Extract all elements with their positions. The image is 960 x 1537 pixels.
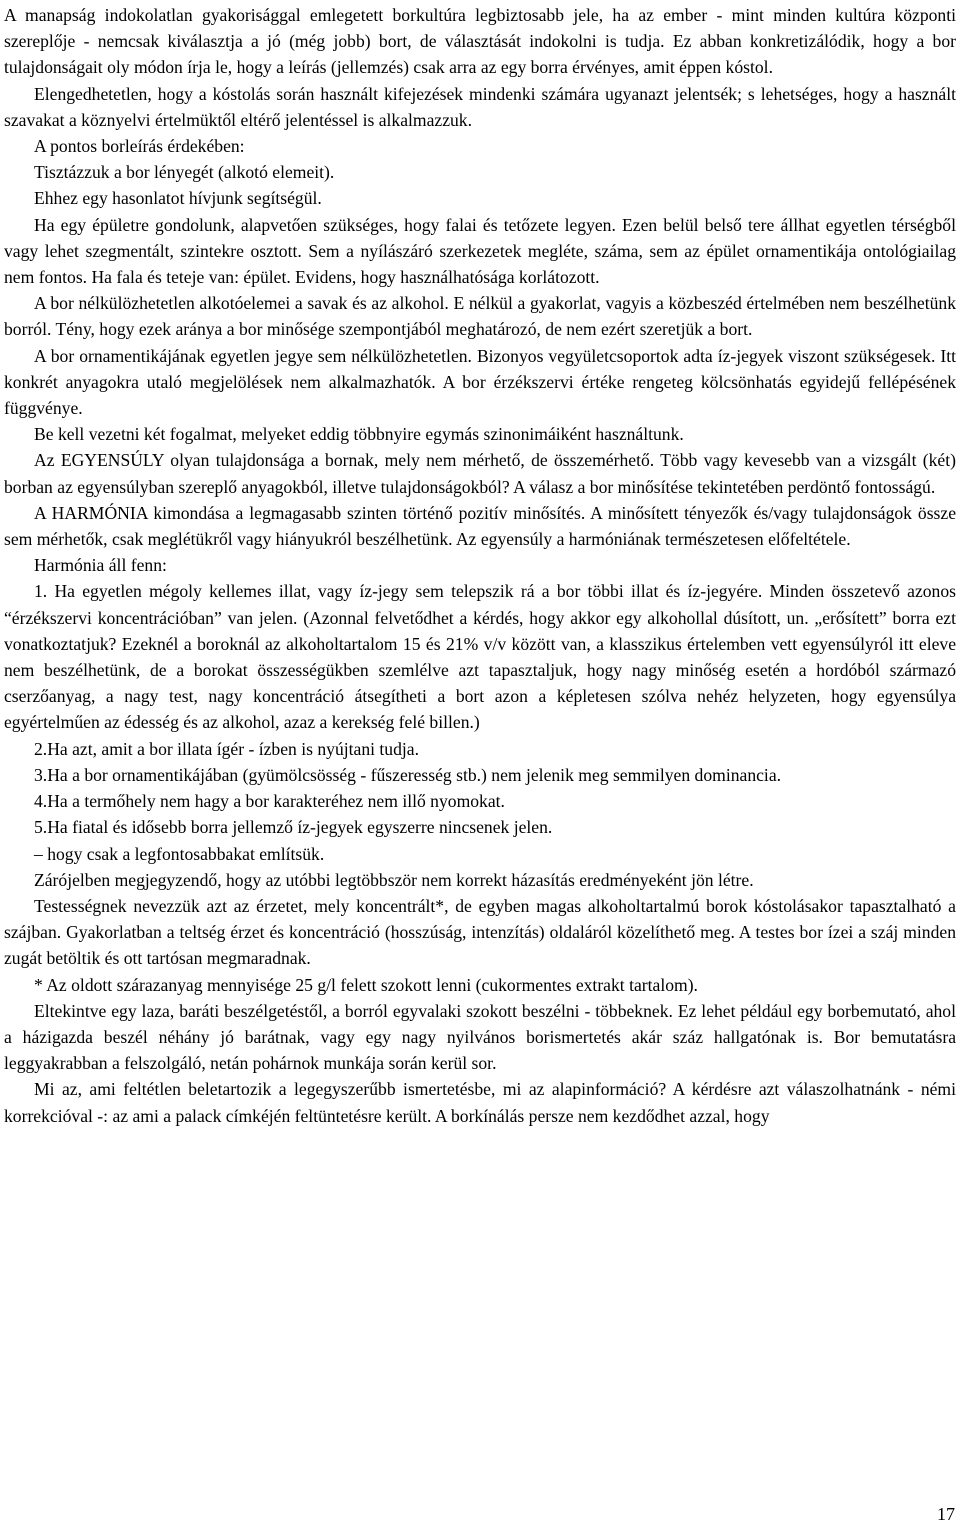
paragraph-list-note: – hogy csak a legfontosabbakat említsük. <box>34 843 325 864</box>
paragraph-acids-alcohol: A bor nélkülözhetetlen alkotóelemei a savak és az alkohol. E nélkül a gyakorlat, vagyis a közbeszéd értelmében nem beszélhetünk borról. Tény, hogy ezek aránya a bor minősége szempontjából meghatározó, de nem ezért szeretjük a bort. <box>4 293 956 340</box>
page-number: 17 <box>937 1504 955 1524</box>
paragraph-presentation: Eltekintve egy laza, baráti beszélgetéstől, a borról egyvalaki szokott beszélni - többeknek. Ez lehet például egy borbemutató, ahol a házigazda beszél néhány jó barátnak, vagy egy nagy nyilvános borismertetés akár száz hallgatónak is. Bor bemutatásra leggyakrabban a felszolgáló, netán pohárnok munkája során kerül sor. <box>4 1000 956 1074</box>
footnote-extract: * Az oldott szárazanyag mennyisége 25 g/l felett szokott lenni (cukormentes extrakt tartalom). <box>34 974 698 995</box>
list-item-2: 2.Ha azt, amit a bor illata ígér - ízben is nyújtani tudja. <box>34 738 419 759</box>
paragraph-terms: Elengedhetetlen, hogy a kóstolás során használt kifejezések mindenki számára ugyanazt jelentsék; s lehetséges, hogy a használt szavakat a köznyelvi értelmüktől eltérő jelentéssel is alkalmazzuk. <box>4 83 956 130</box>
paragraph-remark: Zárójelben megjegyzendő, hogy az utóbbi legtöbbször nem korrekt házasítás eredményeként jön létre. <box>34 869 754 890</box>
paragraph-balance: Az EGYENSÚLY olyan tulajdonsága a bornak, mely nem mérhető, de összemérhető. Több vagy kevesebb van a vizsgált (két) borban az egyensúlyban szereplő anyagokból, illetve tulajdonságokból? A válasz a bor minősítése tekintetében perdöntő fontosságú. <box>4 450 956 497</box>
list-item-3: 3.Ha a bor ornamentikájában (gyümölcsösség - fűszeresség stb.) nem jelenik meg semmilyen dominancia. <box>34 764 782 785</box>
paragraph-building: Ha egy épületre gondolunk, alapvetően szükséges, hogy falai és tetőzete legyen. Ezen belül belső tere állhat egyetlen térségből vagy lehet szegmentált, szintekre osztott. Sem a nyílászáró szerkezetek megléte, száma, sem az épület ornamentikája ontológiailag nem fontos. Ha fala és teteje van: épület. Evidens, hogy használhatósága korlátozott. <box>4 214 956 288</box>
list-item-4: 4.Ha a termőhely nem hagy a bor karakteréhez nem illő nyomokat. <box>34 791 505 812</box>
paragraph-precise: A pontos borleírás érdekében: <box>34 136 245 157</box>
paragraph-analogy: Ehhez egy hasonlatot hívjunk segítségül. <box>34 188 322 209</box>
paragraph-basic-info: Mi az, ami feltétlen beletartozik a legegyszerűbb ismertetésbe, mi az alapinformáció? A kérdésre azt válaszolhatnánk - némi korrekcióval -: az ami a palack címkéjén feltüntetésre került. A borkínálás persze nem kezdődhet azzal, hogy <box>4 1079 956 1126</box>
body-text <box>4 2 956 1129</box>
paragraph-ornament: A bor ornamentikájának egyetlen jegye sem nélkülözhetetlen. Bizonyos vegyületcsoportok adta íz-jegyek viszont szükségesek. Itt konkrét anyagokra utaló megjelölések nem alkalmazhatók. A bor érzékszervi értéke rengeteg kölcsönhatás egyidejű fellépésének függvénye. <box>4 345 956 419</box>
paragraph-harmony: A HARMÓNIA kimondása a legmagasabb szinten történő pozitív minősítés. A minősített tényezők és/vagy tulajdonságok össze sem mérhetők, csak meglétükről vagy hiányukról beszélhetünk. Az egyensúly a harmóniának természetesen előfeltétele. <box>4 502 956 550</box>
paragraph-intro: A manapság indokolatlan gyakorisággal emlegetett borkultúra legbiztosabb jele, ha az ember - mint minden kultúra központi szereplője - nemcsak kiválasztja a jó (még jobb) bort, de választását indokolni is tudja. Ez abban konkretizálódik, hogy a bor tulajdonságait oly módon írja le, hogy a leírás (jellemzés) csak arra az egy borra érvényes, amit éppen kóstol. <box>4 5 956 78</box>
paragraph-body: Testességnek nevezzük azt az érzetet, mely koncentrált*, de egyben magas alkoholtartalmú borok kóstolásakor tapasztalható a szájban. Gyakorlatban a teltség érzet és koncentráció (hosszúság, intenzítás) oldaláról közelíthető meg. A testes bor ízei a száj minden zugát betöltik és ott tartósan megmaradnak. <box>4 895 956 969</box>
paragraph-harmony-conditions: Harmónia áll fenn: <box>34 555 167 576</box>
list-item-1: 1. Ha egyetlen mégoly kellemes illat, vagy íz-jegy sem telepszik rá a bor többi illat és íz-jegyére. Minden összetevő azonos “érzékszervi koncentrációban” van jelen. (Azonnal felvetődhet a kérdés, hogy akkor egy alkohollal dúsított, un. „erősített” borra ezt vonatkoztatjuk? Ezeknél a boroknál az alkoholtartalom 15 és 21% v/v között van, a klasszikus értelemben vett egyensúlyról itt eleve nem beszélhetünk, de a borokat összességükben szemlélve azt tapasztaljuk, hogy nagy minőség esetén a hordóból származó cserzőanyag, a nagy test, nagy koncentráció átsegítheti a bort azon a képletesen szólva nehéz helyzeten, hogy egyensúlya egyértelműen az édesség és az alkohol, azaz a kerekség felé billen.) <box>4 581 956 733</box>
paragraph-essence: Tisztázzuk a bor lényegét (alkotó elemeit). <box>34 162 335 183</box>
paragraph-two-concepts: Be kell vezetni két fogalmat, melyeket eddig többnyire egymás szinonimáiként használtunk. <box>34 424 684 445</box>
list-item-5: 5.Ha fiatal és idősebb borra jellemző íz-jegyek egyszerre nincsenek jelen. <box>34 817 553 838</box>
